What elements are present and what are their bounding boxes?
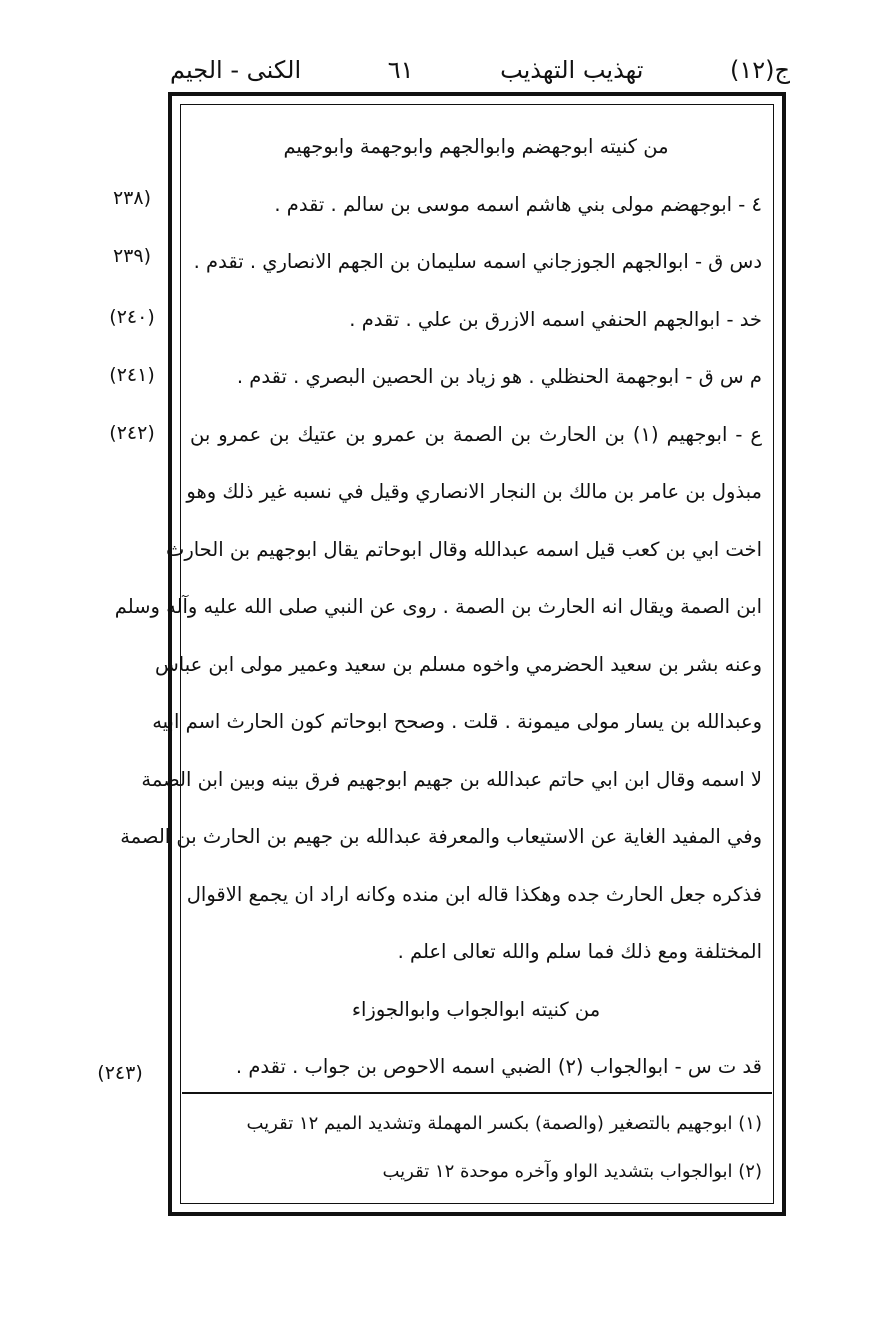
section-title: الكنى - الجيم	[170, 56, 302, 84]
entry-number: (٢٣٩	[112, 245, 152, 267]
text-line: دس ق - ابوالجهم الجوزجاني اسمه سليمان بن الجهم الانصاري . تقدم .	[193, 250, 762, 273]
page-number: ٦١	[387, 56, 414, 84]
footnote: (٢) ابوالجواب بتشديد الواو وآخره موحدة ١٢ تقريب	[382, 1161, 762, 1182]
text-line: فذكره جعل الحارث جده وهكذا قاله ابن منده وكانه اراد ان يجمع الاقوال	[186, 882, 762, 906]
text-line: وعبدالله بن يسار مولى ميمونة . قلت . وصحح ابوحاتم كون الحارث اسم ابيه	[152, 710, 762, 733]
entry-number: (٢٣٨	[112, 187, 152, 209]
text-line: وفي المفيد الغاية عن الاستيعاب والمعرفة عبدالله بن جهيم بن الحارث بن الصمة	[120, 825, 762, 848]
text-line: اخت ابي بن كعب قيل اسمه عبدالله وقال ابوحاتم يقال ابوجهيم بن الحارث	[165, 537, 762, 561]
text-line: ع - ابوجهيم (١) بن الحارث بن الصمة بن عمرو بن عتيك بن عمرو بن	[190, 422, 762, 446]
text-line: لا اسمه وقال ابن ابي حاتم عبدالله بن جهيم ابوجهيم فرق بينه وبين ابن الصمة	[141, 767, 762, 791]
text-line: ٤ - ابوجهضم مولى بني هاشم اسمه موسى بن سالم . تقدم .	[274, 192, 762, 216]
footnotes	[190, 1100, 762, 1196]
entry-number: (٢٤٣)	[97, 1062, 143, 1084]
entry-number: (٢٤١)	[109, 364, 155, 386]
text-line: ابن الصمة ويقال انه الحارث بن الصمة . روى عن النبي صلى الله عليه وآله وسلم	[114, 595, 762, 618]
text-line: المختلفة ومع ذلك فما سلم والله تعالى اعلم .	[397, 940, 762, 963]
text-line: وعنه بشر بن سعيد الحضرمي واخوه مسلم بن سعيد وعمير مولى ابن عباس	[154, 652, 762, 676]
book-title: تهذيب التهذيب	[500, 56, 644, 84]
text-line: خد - ابوالجهم الحنفي اسمه الازرق بن علي . تقدم .	[349, 307, 762, 331]
text-line: م س ق - ابوجهمة الحنظلي . هو زياد بن الحصين البصري . تقدم .	[236, 365, 762, 388]
text-line: مبذول بن عامر بن مالك بن النجار الانصاري وقيل في نسبه غير ذلك وهو	[186, 480, 762, 503]
running-head	[170, 48, 790, 92]
footnote-divider	[182, 1092, 772, 1094]
volume-label: ج(١٢)	[729, 56, 790, 84]
footnote: (١) ابوجهيم بالتصغير (والصمة) بكسر المهملة وتشديد الميم ١٢ تقريب	[246, 1113, 762, 1134]
section-heading: من كنيته ابوالجواب وابوالجوزاء	[351, 997, 601, 1021]
text-line: قد ت س - ابوالجواب (٢) الضبي اسمه الاحوص بن جواب . تقدم .	[235, 1055, 762, 1078]
entry-number: (٢٤٢)	[109, 422, 155, 444]
section-heading: من كنيته ابوجهضم وابوالجهم وابوجهمة وابوجهيم	[283, 135, 669, 158]
entry-number: (٢٤٠)	[109, 306, 155, 328]
